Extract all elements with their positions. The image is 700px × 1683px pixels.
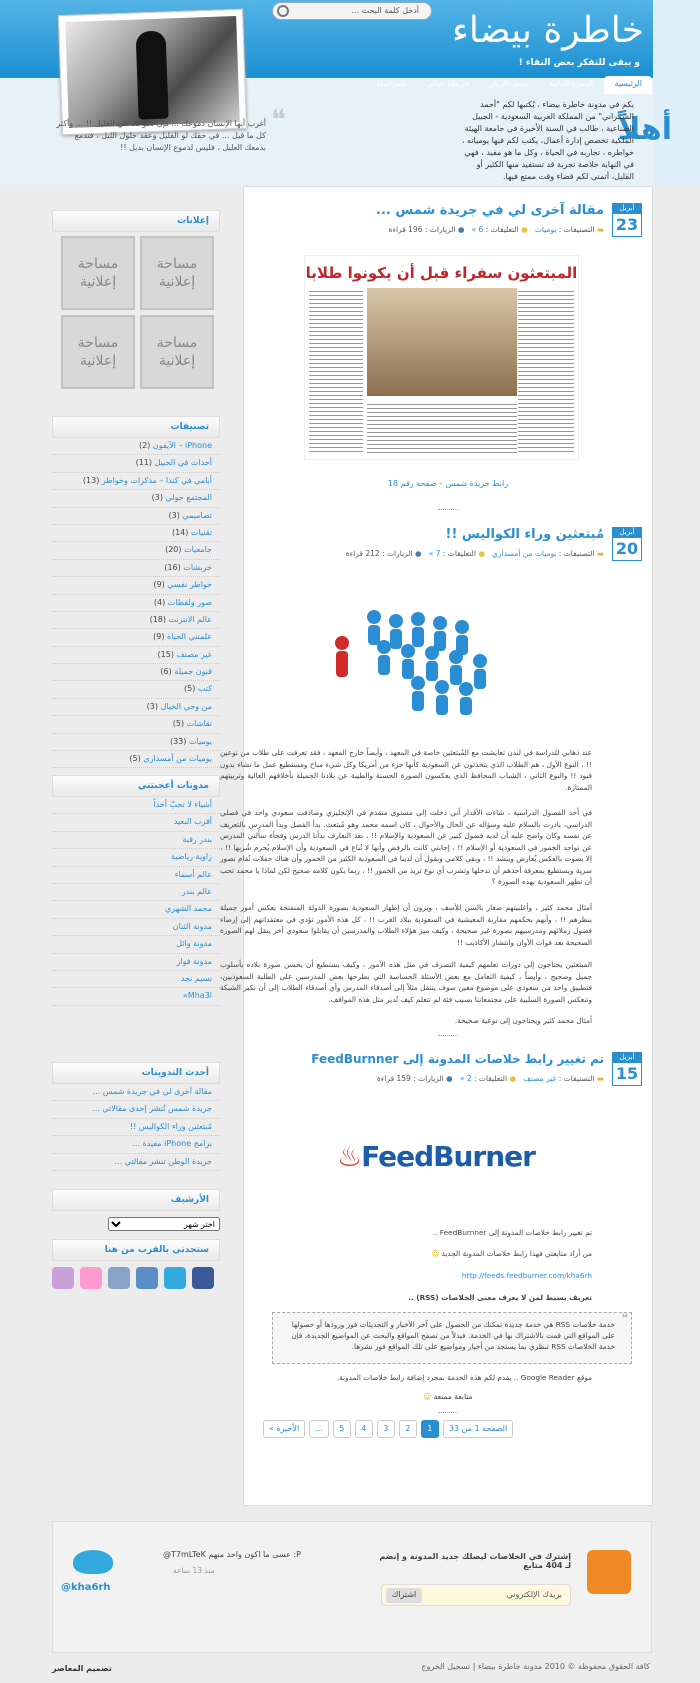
category-count: (15) (157, 649, 174, 659)
ad-slot[interactable]: مساحة إعلانية (61, 315, 135, 389)
post-date (612, 203, 642, 237)
blog-item[interactable] (52, 954, 220, 971)
comment-icon: ● (478, 549, 485, 558)
category-item[interactable] (52, 490, 220, 507)
category-link[interactable]: أيامي في كندا – مذكرات وخواطر (101, 475, 212, 485)
category-count: (9) (153, 632, 165, 642)
category-count: (5) (172, 719, 185, 729)
category-item[interactable] (52, 751, 220, 768)
category-item[interactable] (52, 525, 220, 542)
folder-icon: ▬ (596, 549, 604, 558)
copyright: كافة الحقوق محفوظة © 2010 مدونة خاطرة بيضاء | تسجيل الخروج (421, 1662, 650, 1671)
category-item[interactable] (52, 681, 220, 698)
widget-title: مدونات أعجبتني (52, 775, 220, 797)
blog-link[interactable]: محمد الشهري (165, 904, 212, 914)
category-link[interactable]: كتب (197, 684, 212, 694)
blog-item[interactable] (52, 988, 220, 1005)
category-count: (5) (184, 684, 196, 694)
comment-icon: ● (521, 225, 528, 234)
category-item[interactable] (52, 595, 220, 612)
category-count: (2) (138, 441, 151, 450)
category-count: (3) (151, 493, 163, 503)
category-link[interactable]: يوميات من أمسداري (143, 754, 212, 764)
post-title[interactable]: مُبتعثين وراء الكواليس !! (445, 527, 604, 542)
ad-slot[interactable]: مساحة إعلانية (61, 236, 135, 310)
category-link[interactable]: من وحي الخيال (160, 701, 212, 711)
post-title[interactable]: تم تغيير رابط خلاصات المدونة إلى FeedBurnner (311, 1052, 604, 1066)
flickr-icon[interactable] (80, 1267, 102, 1289)
recent-post-item[interactable] (52, 1084, 220, 1101)
post-meta: ▬ التصنيفات : غير مصنف ● التعليقات : 2 » ● الزيارات : 159 قراءة (376, 1074, 604, 1083)
post-paragraph: عند ذهابي للدراسة في لندن تعايشت مع المُبتعثين خاصة في المعهد ، وأيضاً خارج المعهد ، فقد تعرفت على طلاب من نوعين !! ، النوع الأول ، هم الطلاب الذي يتحدثون عن السعودية كأنها جزء من أمريكا وكل شيء مباح ومستطيع عمل ما نشاء بدون قيود !! والنوع الثاني ، الشباب المحافظ الذي يعكسون الصورة الحسنة والطيبة عن بلادنا الجميلة بأخلاقهم العالية وتربيتهم الممتازة. (220, 748, 592, 792)
recent-posts-widget (52, 1062, 220, 1171)
recent-post-link[interactable]: جريدة شمس تُنشر إحدى مقالاتي ... (92, 1104, 212, 1114)
category-link[interactable]: قنون جميلة (174, 667, 212, 677)
categories-widget (52, 416, 220, 768)
category-item[interactable] (52, 473, 220, 490)
nav-home[interactable]: الرئيسية (604, 76, 652, 94)
nav-guestbook[interactable]: سجل الزوار (489, 79, 530, 88)
latest-tweet: @T7mLTeK عسى ما اكون واحد منهم :P (163, 1550, 301, 1559)
footer (52, 1521, 652, 1653)
post-link[interactable]: رابط جريدة شمس – صفحة رقم 18 (387, 479, 509, 488)
feedburner-logo (337, 1140, 535, 1173)
post-paragraph: تعريف بسيط لمن لا يعرف معنى الخلاصات (RSS) .. (408, 1293, 592, 1302)
site-title[interactable]: خاطرة بيضاء (451, 10, 644, 51)
post-text: متابعة ممتعة (433, 1392, 473, 1401)
category-link[interactable]: تقنيات (190, 527, 212, 537)
post-views: 196 قراءة (388, 225, 423, 234)
post-paragraph: أمثال محمد كثير ويحتاجون إلى توعية صحيحة. (454, 1016, 592, 1025)
blog-item[interactable] (52, 797, 220, 814)
post (244, 1042, 652, 1422)
post-views: 159 قراءة (376, 1074, 411, 1083)
category-link[interactable]: يوميات (188, 736, 212, 746)
quote-icon: ❝ (621, 1311, 628, 1325)
category-link[interactable]: خواطر نفسي (167, 580, 212, 590)
nav-cv[interactable]: السيرة الذاتية (549, 79, 595, 88)
tweet-time: منذ 13 ساعة (173, 1566, 215, 1575)
rss-definition: خدمة خلاصات RSS هي خدمة جديدة تمكنك من الحصول على آخر الأخبار و التحديثات فور ورودها أو حصولها على المواقع التي قمت بالاشتراك بها في الخدمة. فبدلاً من تصفح المواقع والبحث عن المواضيع الجديدة، فإن خدمة الخلاصات RSS تنظري بما يستجد من أخبار ومواضيع على تلك المواقع فور نشرها. (291, 1320, 615, 1351)
clipping-columns (367, 401, 517, 453)
folder-icon: ▬ (596, 225, 604, 234)
category-item[interactable] (52, 664, 220, 681)
header-quote (56, 103, 286, 154)
post-closing (244, 1392, 652, 1401)
category-count: (5) (129, 754, 141, 764)
category-link[interactable]: عالم الانترنت (168, 614, 212, 624)
search-icon[interactable] (277, 5, 289, 17)
header (0, 0, 700, 185)
category-count: (33) (169, 736, 187, 746)
email-input[interactable]: بريدك الإلكتروني (506, 1590, 562, 1599)
category-item[interactable] (52, 577, 220, 594)
widget-title: إعلانات (52, 210, 220, 232)
widget-title: أحدث التدوينات (52, 1062, 220, 1084)
ad-slot[interactable]: مساحة إعلانية (140, 236, 214, 310)
post-day: 20 (615, 539, 639, 558)
blog-link[interactable]: أقرب البعيد (173, 817, 212, 827)
ad-slot[interactable]: مساحة إعلانية (140, 315, 214, 389)
blog-item[interactable] (52, 814, 220, 831)
social-icon[interactable] (136, 1267, 158, 1289)
post-paragraph: تم تغيير رابط خلاصات المدونة إلى FeedBurnner .. (432, 1228, 592, 1237)
recent-post-item[interactable] (52, 1154, 220, 1171)
category-link[interactable]: أحداث في الجبيل (154, 458, 212, 468)
category-item[interactable] (52, 560, 220, 577)
social-icon[interactable] (52, 1267, 74, 1289)
clipping-photo (367, 288, 517, 396)
feed-link[interactable]: http://feeds.feedburner.com/kha6rh (461, 1271, 592, 1280)
post-category[interactable]: غير مصنف (523, 1074, 557, 1083)
search-input[interactable] (272, 2, 432, 20)
blog-item[interactable] (52, 849, 220, 866)
category-item[interactable] (52, 629, 220, 646)
post-month: أبريل (613, 204, 641, 214)
post-paragraph: أمثال محمد كثير ، وأغلبيتهم صغار بالسن للأسف ، ويرون أن إظهار السعودية بصورة الدولة المنفتحة يعكس أمور جميلة بنظرهم !! ، وأنهم بحكمهم مقارنة المعيشية في السعودية ببلاد الغرب !! ، كل هذه الأمور تؤدي في معتقداتهم إلى إرضاء فضول زملائهم ومدرسيهم بصورة غير صحيحة ، وكيف ميز هؤلاء الطلاب والمدرسين أن يقابلوا سعودي آخر ينقل لهم الصورة الصحيحة بعد فوات الأوان وانتشار الأكاذيب !! (220, 903, 592, 947)
page-4[interactable]: 4 (355, 1420, 373, 1438)
post (220, 517, 652, 1037)
post-paragraph (220, 1248, 592, 1260)
header-photo (58, 9, 247, 135)
category-count: (9) (153, 580, 165, 590)
category-count: (11) (135, 458, 153, 468)
category-link[interactable]: تصاميمي (182, 510, 212, 520)
main-nav (366, 76, 652, 94)
category-item[interactable] (52, 647, 220, 664)
category-count: (6) (160, 667, 172, 677)
category-item[interactable] (52, 734, 220, 751)
category-link[interactable]: نقاشات (186, 719, 212, 729)
category-item[interactable] (52, 508, 220, 525)
category-count: (3) (168, 510, 180, 520)
delicious-icon[interactable] (108, 1267, 130, 1289)
user-icon: ● (415, 549, 422, 558)
blog-link[interactable]: نسيم نجد (180, 973, 212, 983)
folder-icon: ▬ (596, 1074, 604, 1083)
post-paragraph: موقع Google Reader .. يقدم لكم هذه الخدمة بمجرد إضافة رابط خلاصات المدونة. (336, 1373, 592, 1382)
recent-post-link[interactable]: برامج iPhone مفيدة ... (132, 1139, 212, 1149)
category-item[interactable] (52, 455, 220, 472)
category-link[interactable]: علمتني الحياة (167, 632, 212, 642)
page-1[interactable]: 1 (421, 1420, 439, 1438)
blog-link[interactable]: Mha3i» (182, 991, 212, 1001)
page-3[interactable]: 3 (377, 1420, 395, 1438)
post-separator (438, 509, 458, 515)
post-title[interactable]: مقالة آخرى لي في جريدة شمس ... (376, 203, 604, 218)
category-count: (3) (146, 701, 159, 711)
recent-post-item[interactable] (52, 1136, 220, 1153)
post-meta: ▬ التصنيفات : يوميات من أمسداري ● التعليقات : 7 » ● الزيارات : 212 قراءة (345, 549, 604, 558)
blog-link[interactable]: مدونة فواز (176, 956, 212, 966)
category-link[interactable]: جامعيات (184, 545, 212, 555)
twitter-bird-icon[interactable] (73, 1550, 113, 1574)
blog-link[interactable]: مدونة الثنان (172, 921, 212, 931)
category-link[interactable]: المجتمع حولي (165, 493, 212, 503)
widget-title: الأرشيف (52, 1189, 220, 1211)
post-date (612, 527, 642, 561)
nav-life-map[interactable]: خريطة حياتي (425, 79, 470, 88)
rss-definition-box (272, 1312, 632, 1364)
nav-contact[interactable]: للمراسلة (375, 79, 406, 88)
page-2[interactable]: 2 (399, 1420, 417, 1438)
post (244, 187, 652, 517)
blog-item[interactable] (52, 971, 220, 988)
smiley-icon: ☺ (423, 1392, 432, 1401)
category-count: (4) (153, 597, 166, 607)
flame-icon: ♨ (337, 1140, 362, 1173)
post-views: 212 قراءة (345, 549, 380, 558)
blog-link[interactable]: زاوية رياضية (170, 852, 212, 862)
recent-post-link[interactable]: جريدة الوطن تنشر مقالتي ... (114, 1156, 212, 1166)
category-link[interactable]: غير مصنف (176, 649, 212, 659)
blog-link[interactable]: عالم أسماء (174, 869, 212, 879)
page-count: الصفحة 1 من 33 (443, 1420, 513, 1438)
pagination (263, 1420, 513, 1438)
subscribe-text: إشترك في الخلاصات ليصلك جديد المدونة و إنضم لـ 404 متابع (379, 1552, 571, 1570)
post-paragraph: في أحد الفصول الدراسية ، شاءت الأقدار أني دخلت إلى مستوى متقدم في الإنجليزي وصادفت سعودي واحد في فصلي الدراسي، بادرت بالسلام عليه وسؤاله عن الحال والأحوال ، كان اسمه محمد وهو مُبتعث. بدأ الفصل وبدأ المدرس بالتعريف عن نفسه وكان واضح عليه أن لديه فضول كبير عن السعودية والإسلام !! ، بعد التعارف بدأنا الدرس وفجأة سأَلني المدرس عن تواجد الخمور في السعودية أو الإسلام !! ، إجابتي كانت بالرفض وأنها لا تُباع في السعودية وأن الإسلام يُحرم شُربها !! ، إلا بصوت بالعكس يُعارض وينشد !! ، وبقي كلامي وبقول أن لدينا في السعودية الكثير من الخمور وأن هناك حفلات تُقام بصور سرية ويستطيع بمعرفة أحدهم أن تدخلها وتشرب أي نوع تريد من الخمور !! ، ربما يكون كلامه صحيح لكن لماذا يا محمد تحب أن تظهر السعودية بهذه الصورة ؟ (220, 808, 592, 886)
blog-item[interactable] (52, 884, 220, 901)
category-link[interactable]: iPhone – الآيفون (152, 441, 212, 450)
user-icon: ● (457, 225, 465, 234)
archive-widget (52, 1189, 220, 1231)
widget-title: ستجدني بالقرب من هنا (52, 1239, 220, 1261)
smiley-icon: ☺ (431, 1249, 440, 1258)
post-day: 15 (615, 1064, 639, 1083)
welcome-heading: أهلاً (618, 112, 672, 147)
header-edge (653, 0, 700, 185)
post-meta: ▬ التصنيفات : يوميات ● التعليقات : 6 » ● الزيارات : 196 قراءة (388, 225, 604, 234)
blog-item[interactable] (52, 901, 220, 918)
blogroll-widget (52, 775, 220, 1006)
category-count: (13) (82, 475, 100, 485)
comment-icon: ● (509, 1074, 516, 1083)
post-comments[interactable]: 7 » (428, 549, 441, 558)
twitter-username[interactable]: @kha6rh (61, 1582, 111, 1593)
post-month: أبريل (613, 528, 641, 538)
facebook-icon[interactable] (192, 1267, 214, 1289)
post-comments[interactable]: 6 » (471, 225, 484, 234)
category-item[interactable] (52, 542, 220, 559)
blog-link[interactable]: مدونة وائل (176, 939, 212, 949)
recent-post-link[interactable]: مُبتعثين وراء الكواليس !! (129, 1121, 212, 1131)
category-item[interactable] (52, 612, 220, 629)
post-category[interactable]: يوميات من أمسداري (492, 549, 557, 558)
widget-title: تصنيفات (52, 416, 220, 438)
main-content (220, 186, 653, 1506)
clipping-columns (309, 288, 363, 453)
archive-select[interactable] (108, 1217, 220, 1231)
clipping-headline: المبتعثون سفراء قبل أن يكونوا طلابا (305, 264, 578, 282)
subscribe-button[interactable]: اشتراك (386, 1588, 422, 1603)
post-date (612, 1052, 642, 1086)
category-count: (20) (165, 545, 182, 555)
blog-link[interactable]: عالم بندر (181, 886, 212, 896)
blog-item[interactable] (52, 867, 220, 884)
logo-text: FeedBurner (361, 1140, 535, 1173)
post-comments[interactable]: 2 » (459, 1074, 472, 1083)
category-item[interactable] (52, 699, 220, 716)
design-credit[interactable]: تصميم المعاصر (52, 1664, 112, 1673)
category-link[interactable]: خربشات (183, 562, 212, 572)
category-link[interactable]: صور ولقطات (167, 597, 212, 607)
site-tagline: و يبقى للتفكر بعض النقاء ! (518, 58, 640, 68)
page-ellipsis: ... (309, 1420, 329, 1438)
page-last[interactable]: « الأخيرة (263, 1420, 305, 1438)
post-paragraph: المبتعثين يحتاجون إلى دورات تعلمهم كيفية التصرف في مثل هذه الأمور ، وكيف يستطيع أن يحسن صورة بلاده بأسلوب جميل وصحيح ، وأيضاً ، كيفية التعامل مع بعض الأسئلة الحساسة التي يطرحها بعض المدرسين على الطلبة السعوديين، فتطبيق واحد من سعودي على موضوع معين سوف ينتقل مثلاً إلى أصدقاء المدرس وأي أصدقاء الطلاب إلى أن تكبر الشبكة وتنعكس الصورة السلبية على مجتمعاتنا بسبب فئة لم تتعلم كيف تُدير مثل هذه المواقف. (220, 960, 592, 1004)
blog-item[interactable] (52, 919, 220, 936)
page-5[interactable]: 5 (333, 1420, 351, 1438)
blog-link[interactable]: أشياء لا تحبّ أحداً (153, 800, 212, 809)
newspaper-clipping[interactable] (304, 255, 579, 460)
category-item[interactable] (52, 716, 220, 733)
recent-post-item[interactable] (52, 1119, 220, 1136)
welcome-text: بكم في مدونة خاطرة بيضاء ، يُكتبها لكم "أحمد الشمراني" من المملكة العربية السعودية - الجبيل الصناعية ، طالب في السنة الأخيرة في جامعة الهيئة الملكية تخصص إدارة أعمال، يكتب لكم فيها يومياته ، خواطره ، تجاربه في الحياة ، وكل ما هو مفيد ، فهي في النهاية خلاصة تجربة قد تستفيد منها الكثير أو القليل، أتمنى لكم قضاء وقت ممتع فيها. (461, 100, 634, 181)
post-day: 23 (615, 215, 639, 234)
post-category[interactable]: يوميات (534, 225, 557, 234)
recent-post-link[interactable]: مقالة آخرى لي في جريدة شمس ... (92, 1087, 212, 1096)
blog-link[interactable]: بندر رقبة (182, 834, 212, 844)
subscribe-form (381, 1584, 571, 1606)
category-item[interactable] (52, 438, 220, 455)
post-separator (438, 1035, 458, 1041)
quote-text: أغرب أيها الإنسان دموعك ... فإن دموعك هي القليل !! ... وأكثر كل ما قيل ... في حقك لو القليل وعقد حلول الليل ، فتدمع بدمعك العليل ، فليس لدموع الإنسان بديل !! (56, 119, 266, 152)
user-icon: ● (446, 1074, 453, 1083)
ads-widget (52, 210, 220, 393)
quote-icon: ❝ (270, 103, 286, 136)
post-month: أبريل (613, 1053, 641, 1063)
search-placeholder: أدخل كلمة البحث ... (351, 6, 419, 15)
people-figures-image (314, 597, 504, 717)
blog-item[interactable] (52, 832, 220, 849)
clipping-columns (518, 288, 574, 453)
rss-icon[interactable] (587, 1550, 631, 1594)
person-silhouette (136, 31, 169, 120)
social-widget (52, 1239, 220, 1289)
category-count: (16) (164, 562, 181, 572)
post-text: من أراد متابعتي فهذا رابط خلاصات المدونة الجديد (441, 1249, 592, 1258)
post-separator (438, 1412, 458, 1418)
recent-post-item[interactable] (52, 1101, 220, 1118)
category-count: (18) (149, 614, 167, 624)
category-count: (14) (171, 527, 189, 537)
blog-item[interactable] (52, 936, 220, 953)
twitter-icon[interactable] (164, 1267, 186, 1289)
